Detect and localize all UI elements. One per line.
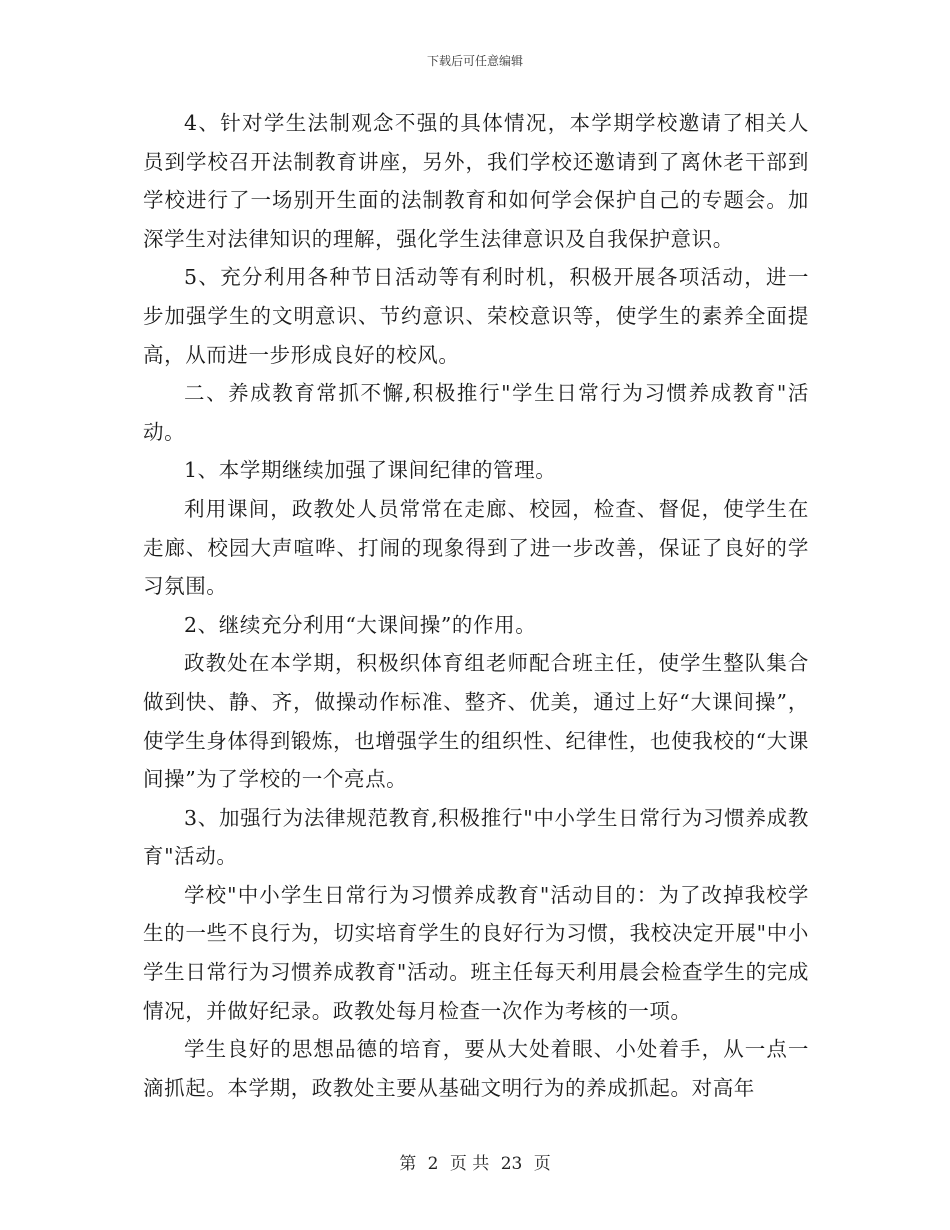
- total-pages-number: 23: [500, 1154, 523, 1174]
- paragraph: 学校"中小学生日常行为习惯养成教育"活动目的：为了改掉我校学生的一些不良行为，切实培育学生的良好行为习惯，我校决定开展"中小学生日常行为习惯养成教育"活动。班主任每天利用晨会检查学生的完成情况，并做好纪录。政教处每月检查一次作为考核的一项。: [143, 882, 809, 1023]
- paragraph: 5、充分利用各种节日活动等有利时机，积极开展各项活动，进一步加强学生的文明意识、节约意识、荣校意识等，使学生的素养全面提高，从而进一步形成良好的校风。: [143, 265, 809, 367]
- paragraph: 二、养成教育常抓不懈,积极推行"学生日常行为习惯养成教育"活动。: [143, 381, 809, 444]
- page-header: 下载后可任意编辑: [426, 54, 523, 68]
- paragraph: 3、加强行为法律规范教育,积极推行"中小学生日常行为习惯养成教育"活动。: [143, 805, 809, 869]
- footer-suffix: 页: [533, 1154, 551, 1174]
- paragraph: 利用课间，政教处人员常常在走廊、校园，检查、督促，使学生在走廊、校园大声喧哗、打闹的现象得到了进一步改善，保证了良好的学习氛围。: [143, 496, 809, 599]
- page-footer: [0, 1153, 950, 1175]
- paragraph: 政教处在本学期，积极织体育组老师配合班主任，使学生整队集合做到快、静、齐，做操动作标准、整齐、优美，通过上好“大课间操”，使学生身体得到锻炼，也增强学生的组织性、纪律性，也使我校的“大课间操”为了学校的一个亮点。: [143, 651, 809, 792]
- footer-middle: 页 共: [449, 1154, 490, 1174]
- paragraph: 学生良好的思想品德的培育，要从大处着眼、小处着手，从一点一滴抓起。本学期，政教处主要从基础文明行为的养成抓起。对高年: [143, 1037, 809, 1100]
- footer-prefix: 第: [399, 1154, 417, 1174]
- paragraph: 1、本学期继续加强了课间纪律的管理。: [184, 458, 557, 483]
- paragraph: 2、继续充分利用“大课间操”的作用。: [184, 612, 537, 637]
- document-body: [143, 104, 809, 1107]
- paragraph: 4、针对学生法制观念不强的具体情况，本学期学校邀请了相关人员到学校召开法制教育讲座，另外，我们学校还邀请到了离休老干部到学校进行了一场别开生面的法制教育和如何学会保护自己的专题会。加深学生对法律知识的理解，强化学生法律意识及自我保护意识。: [143, 111, 809, 251]
- current-page-number: 2: [427, 1154, 439, 1174]
